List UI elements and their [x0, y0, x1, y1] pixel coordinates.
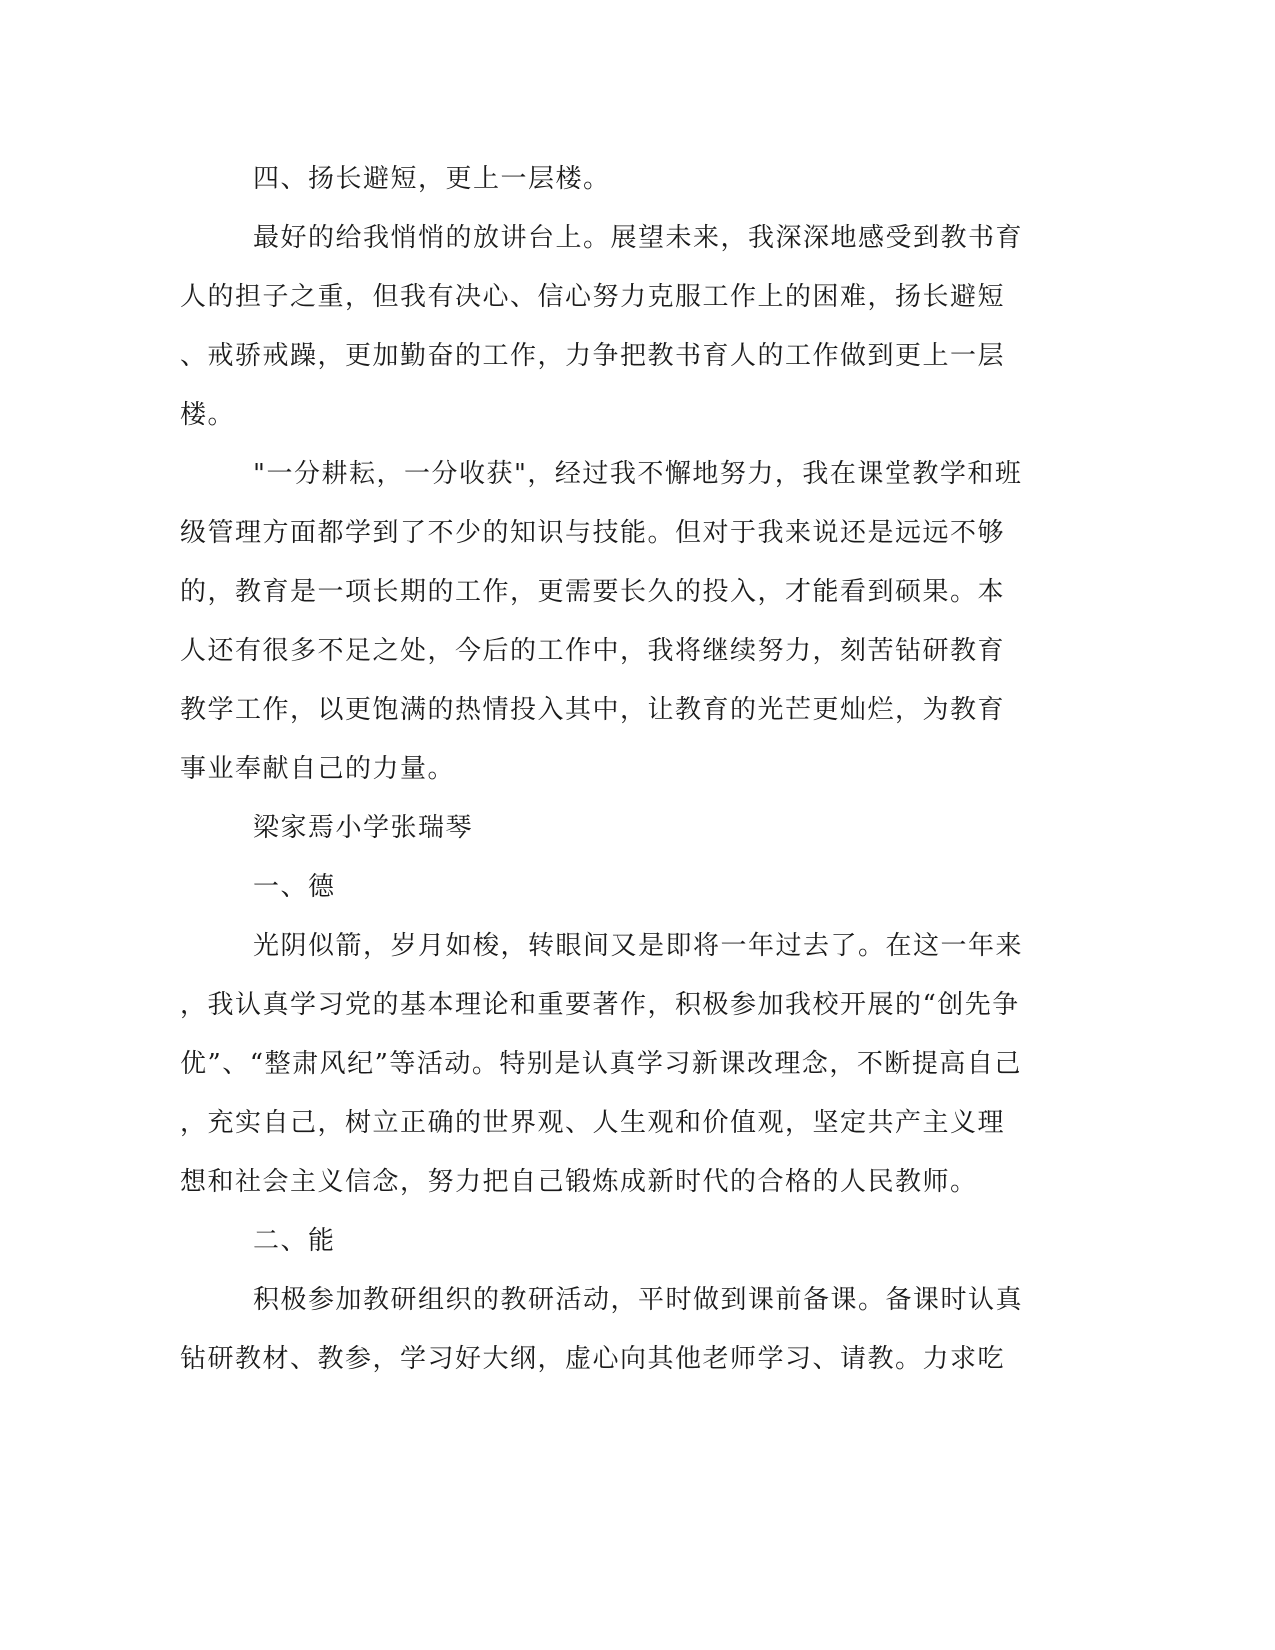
text-line: 事业奉献自己的力量。 — [180, 754, 456, 784]
text-line: 人还有很多不足之处，今后的工作中，我将继续努力，刻苦钻研教育 — [180, 636, 1006, 666]
text-line: 、戒骄戒躁，更加勤奋的工作，力争把教书育人的工作做到更上一层 — [180, 341, 1006, 371]
text-line: 积极参加教研组织的教研活动，平时做到课前备课。备课时认真 — [253, 1285, 1024, 1315]
text-line: 钻研教材、教参，学习好大纲，虚心向其他老师学习、请教。力求吃 — [180, 1344, 1006, 1374]
text-line: 梁家焉小学张瑞琴 — [253, 813, 474, 843]
text-line: 级管理方面都学到了不少的知识与技能。但对于我来说还是远远不够 — [180, 518, 1006, 548]
text-line: 光阴似箭，岁月如梭，转眼间又是即将一年过去了。在这一年来 — [253, 931, 1024, 961]
text-line: 一、德 — [253, 872, 336, 902]
text-line: "一分耕耘，一分收获"，经过我不懈地努力，我在课堂教学和班 — [253, 459, 1023, 489]
text-line: ，我认真学习党的基本理论和重要著作，积极参加我校开展的“创先争 — [180, 990, 1020, 1020]
text-line: 人的担子之重，但我有决心、信心努力克服工作上的困难，扬长避短 — [180, 282, 1006, 312]
text-line: 最好的给我悄悄的放讲台上。展望未来，我深深地感受到教书育 — [253, 223, 1024, 253]
document-page — [180, 150, 1030, 1389]
text-line: 的，教育是一项长期的工作，更需要长久的投入，才能看到硕果。本 — [180, 577, 1006, 607]
text-line: 四、扬长避短，更上一层楼。 — [253, 164, 611, 194]
text-line: 教学工作，以更饱满的热情投入其中，让教育的光芒更灿烂，为教育 — [180, 695, 1006, 725]
text-line: 楼。 — [180, 400, 236, 430]
text-line: ，充实自己，树立正确的世界观、人生观和价值观，坚定共产主义理 — [180, 1108, 1006, 1138]
text-line: 想和社会主义信念，努力把自己锻炼成新时代的合格的人民教师。 — [180, 1167, 978, 1197]
text-line: 二、能 — [253, 1226, 336, 1256]
text-line: 优”、“整肃风纪”等活动。特别是认真学习新课改理念，不断提高自己 — [180, 1049, 1022, 1079]
